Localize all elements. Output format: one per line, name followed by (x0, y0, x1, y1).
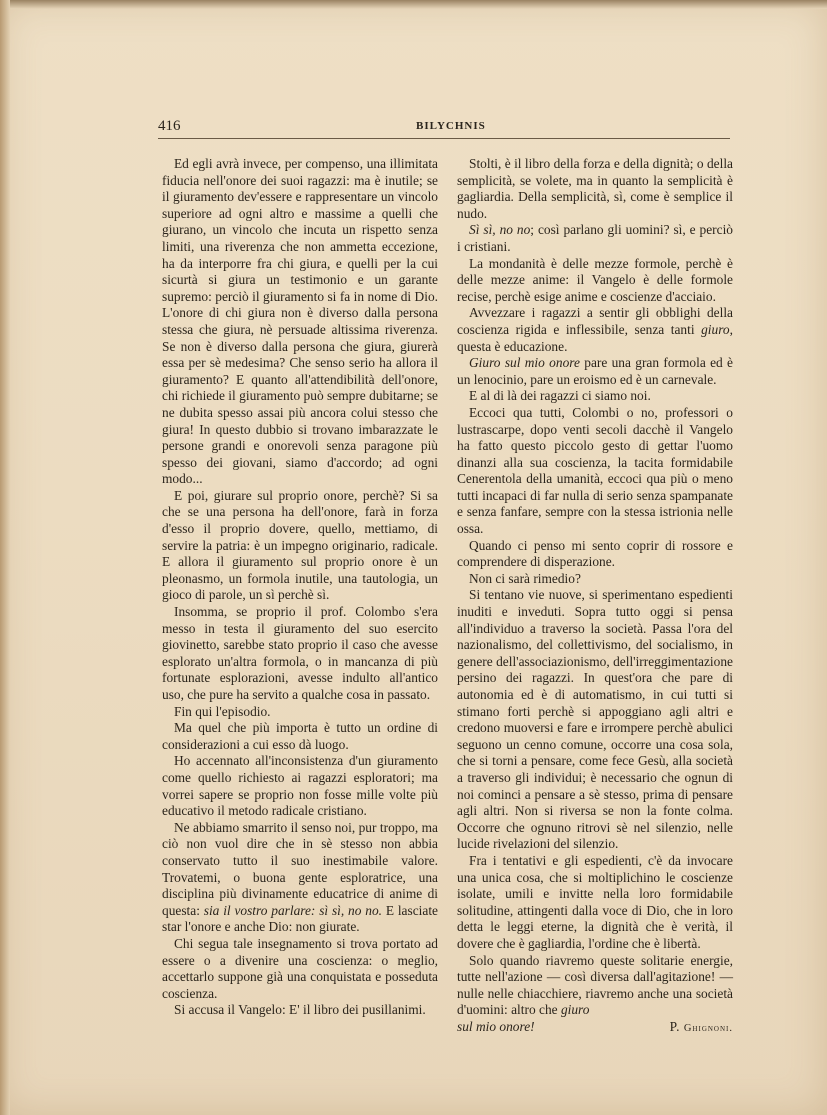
italic-quote: sul mio onore! (457, 1018, 535, 1034)
running-header (158, 118, 730, 138)
paragraph: Chi segua tale insegnamento si trova portato ad essere o a divenire una coscienza: o meglio, accettarlo suppone già una conquistata e posseduta coscienza. (162, 935, 438, 1001)
paragraph (457, 305, 733, 355)
italic-quote: Sì sì, no no (469, 222, 531, 238)
paragraph: Fra i tentativi e gli espedienti, c'è da invocare una unica cosa, che si moltiplichino le coscienze isolate, umili e invitte nella loro formidabile solitudine, attingenti dalla voce di Dio, che in loro detta le leggi eterne, la dignità che è verità, il dovere che è gagliardia, l'ordine che è libertà. (457, 852, 733, 951)
header-rule (158, 138, 730, 139)
paragraph-text: Avvezzare i ragazzi a sentir gli obblighi della coscienza rigida e inflessibile, senza tanti (457, 305, 733, 337)
italic-word: giuro (701, 321, 730, 337)
paragraph: Quando ci penso mi sento coprir di rossore e comprendere di disperazione. (457, 537, 733, 570)
paragraph-text: ; così parlano gli uomini? sì, e perciò i cristiani. (457, 222, 733, 254)
paragraph: Eccoci qua tutti, Colombi o no, professori o lustrascarpe, dopo venti secoli dacchè il Vangelo ha fatto questo piccolo gesto di gettar l'uomo dinanzi alla sua coscienza, la tacita formidabile Cenerentola della umanità, eccoci qua più o meno tutti incapaci di far nulla di serio senza spampanate e senza fanfare, sempre con la stessa istrionia nelle ossa. (457, 404, 733, 537)
signature-line (457, 1019, 733, 1036)
page-number: 416 (158, 118, 181, 134)
paragraph (457, 222, 733, 255)
paragraph-text: E lasciate star l'onore e anche Dio: non giurate. (162, 902, 438, 935)
left-column (162, 156, 438, 1019)
paragraph: Stolti, è il libro della forza e della dignità; o della semplicità, se volete, ma in quanto la semplicità è gagliardia. Della semplicità, sì, come è semplice il nudo. (457, 156, 733, 221)
paragraph (162, 820, 438, 936)
paragraph: Ho accennato all'inconsistenza d'un giuramento come quello richiesto ai ragazzi esploratori; ma vorrei sapere se proprio non fosse mille volte più educativo il metodo radicale cristiano. (162, 753, 438, 819)
paragraph (457, 953, 733, 1019)
paragraph: Si accusa il Vangelo: E' il libro dei pusillanimi. (174, 1002, 426, 1018)
author-signature (670, 1019, 733, 1038)
paragraph: Fin qui l'episodio. (174, 703, 271, 719)
paragraph-text: Ne abbiamo smarrito il senso noi, pur troppo, ma ciò non vuol dire che in sè stesso non abbia conservato tutto il suo inestimabile valore. Trovatemi, o buona gente esploratrice, una disciplina più divinamente educatrice di anime di questa: (162, 819, 438, 918)
author-name: Ghignoni. (683, 1022, 733, 1034)
italic-quote: Giuro sul mio onore (469, 355, 580, 371)
paragraph: Insomma, se proprio il prof. Colombo s'era messo in testa il giuramento del suo esercito giovinetto, sarebbe stato proprio il caso che avesse esplorato un'altra formola, o in mancanza di più fortunate esplorazioni, avesse indulto all'antico uso, che pure ha servito a qualche cosa in passato. (162, 604, 438, 702)
paragraph: Si tentano vie nuove, si sperimentano espedienti inuditi e inveduti. Sopra tutto oggi si pensa all'individuo a traverso la società. Passa l'ora del nazionalismo, del collettivismo, del socialismo, in genere dell'associazionismo, dell'irreggimentazione persino dei ragazzi. In quest'ora che pare di autonomia ed è di automatismo, in cui tutti si stimano forti perchè si appoggiano agli altri e credono muoversi e fare e irrompere perchè abulici seguono un cenno comune, occorre una cosa sola, che si torni a pensare, come fece Gesù, alla società a traverso gli individui; è necessario che ognun di noi cominci a pensare a sè stesso, prima di pensare agli altri. Non si riversa se non la fonte colma. Occorre che ognuno ritrovi sè nel silenzio, nelle lucide rivelazioni del silenzio. (457, 587, 733, 852)
page-binding-edge (0, 0, 10, 1115)
paragraph: E al di là dei ragazzi ci siamo noi. (469, 388, 651, 404)
italic-quote: sia il vostro parlare: sì sì, no no. (203, 902, 383, 918)
right-column (457, 156, 733, 1037)
italic-word: giuro (560, 1002, 590, 1018)
paragraph: Non ci sarà rimedio? (469, 570, 581, 586)
paragraph-text: , questa è educazione. (457, 321, 733, 354)
paragraph-text: Solo quando riavremo queste solitarie energie, tutte nell'azione — così diversa dall'agitazione! — nulle nelle chiacchiere, riavremo anche una società d'uomini: altro che (457, 952, 733, 1018)
paragraph: E poi, giurare sul proprio onore, perchè? Si sa che se una persona ha dell'onore, farà in forza d'esso il proprio dovere, quello, mettiamo, di servire la patria: è un impegno originario, radicale. E allora il giuramento sul proprio onore è un pleonasmo, un formola inutile, una tautologia, un gioco di parole, un sì perchè sì. (162, 487, 438, 603)
paragraph-text: pare una gran formola ed è un lenocinio, pare un eroismo ed è un carnevale. (457, 355, 733, 387)
running-title: BILYCHNIS (416, 120, 486, 132)
page-top-edge (0, 0, 827, 9)
paragraph: Ma quel che più importa è tutto un ordine di considerazioni a cui esso dà luogo. (162, 720, 438, 752)
paragraph: Ed egli avrà invece, per compenso, una illimitata fiducia nell'onore dei suoi ragazzi: ma è inutile; se il giuramento dev'essere e rappresentare un vincolo superiore ad ogni altro e massime a quelli che giurano, un vincolo che incuta un rispetto senza limiti, una riverenza che non ammetta eccezione, ha da interporre fra chi giura, e quelli per la cui sicurtà si giura un testimonio e un garante supremo: perciò il giuramento si fa in nome di Dio. L'onore di chi giura non è diverso dalla persona stessa che giura, nè persuade altissima riverenza. Se non è diverso dalla persona che giura, giurerà essa per sè medesima? Che senso serio ha allora il giuramento? E quanto all'attendibilità dell'onore, chi richiede il giuramento può sempre dubitarne; se ne dubita spesso assai più ancora colui stesso che giura! In questo dubbio si trovano imbarazzate le persone grandi e onorevoli senza paragone più spesso dei giovani, siamo d'accordo; ad ogni modo... (162, 156, 438, 487)
author-initial: P. (669, 1018, 680, 1034)
paragraph (457, 355, 733, 388)
paragraph: La mondanità è delle mezze formole, perchè è delle mezze anime: il Vangelo è delle formole recise, perchè esige anime e coscienze d'acciaio. (457, 255, 733, 304)
